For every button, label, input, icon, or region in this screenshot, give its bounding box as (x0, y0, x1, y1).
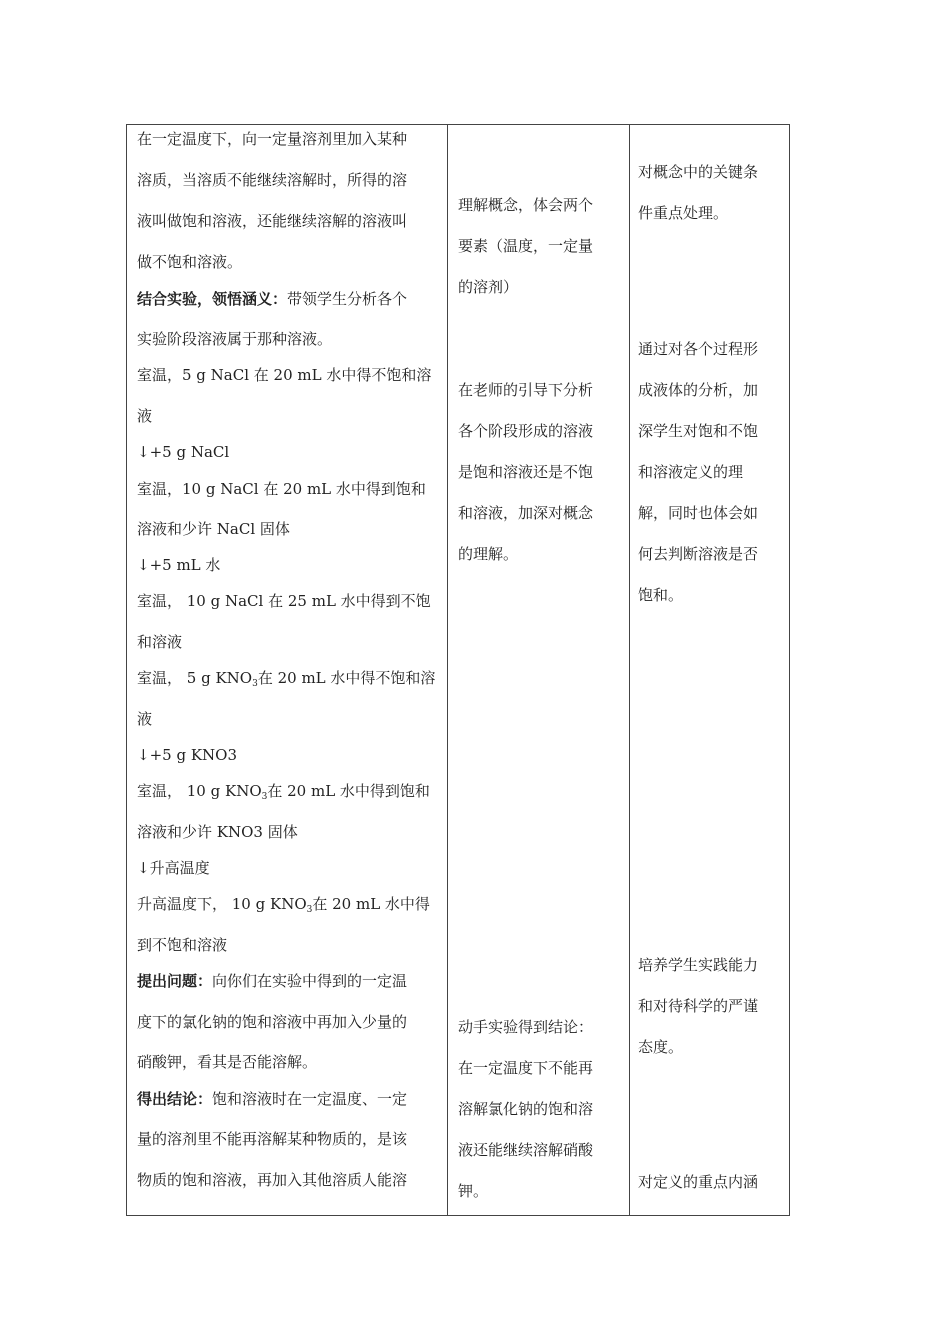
text-line: 室温，10 g NaCl 在 20 mL 水中得到饱和 (137, 480, 426, 498)
student-activity-column (448, 125, 629, 1215)
text-line: 态度。 (638, 1038, 684, 1056)
text-line: 量的溶剂里不能再溶解某种物质的，是该 (137, 1130, 408, 1148)
text-line: 度下的氯化钠的饱和溶液中再加入少量的 (137, 1013, 408, 1031)
text-line: 物质的饱和溶液，再加入其他溶质人能溶 (137, 1171, 408, 1189)
text-line: 和对待科学的严谨 (638, 997, 759, 1015)
design-intent-column (630, 125, 790, 1215)
text-line: 通过对各个过程形 (638, 340, 759, 358)
text-line: 要素（温度，一定量 (458, 237, 594, 255)
text-line: 室温， 10 g $KNO_3$在 20 mL 水中得到饱和 (137, 782, 430, 802)
text-line: 的溶剂） (458, 278, 519, 296)
text-line: 何去判断溶液是否 (638, 545, 759, 563)
text-line: 的理解。 (458, 545, 519, 563)
text-line: 液叫做饱和溶液，还能继续溶解的溶液叫 (137, 212, 408, 230)
text-line: 做不饱和溶液。 (137, 253, 243, 271)
text-line: 理解概念，体会两个 (458, 196, 594, 214)
text-line: 液还能继续溶解硝酸 (458, 1141, 594, 1159)
text-line: 室温，5 g NaCl 在 20 mL 水中得不饱和溶 (137, 366, 432, 384)
text-line: ↓+5 mL 水 (137, 556, 221, 574)
text-line: 成液体的分析，加 (638, 381, 759, 399)
text-line: 解，同时也体会如 (638, 504, 759, 522)
text-line: ↓+5 g KNO3 (137, 746, 237, 764)
text-line: 对定义的重点内涵 (638, 1173, 759, 1191)
text-line: 硝酸钾，看其是否能溶解。 (137, 1053, 318, 1071)
bold-heading: 提出问题： (137, 972, 213, 990)
text-line: ↓+5 g NaCl (137, 443, 230, 461)
text-line: 溶液和少许 NaCl 固体 (137, 520, 290, 538)
text-line: 件重点处理。 (638, 204, 729, 222)
text-line: 液 (137, 407, 153, 425)
bold-heading: 结合实验，领悟涵义： (137, 290, 288, 308)
text-line: 是饱和溶液还是不饱 (458, 463, 594, 481)
text-line: 各个阶段形成的溶液 (458, 422, 594, 440)
text-line: 在一定温度下不能再 (458, 1059, 594, 1077)
text-line: 和溶液 (137, 633, 183, 651)
text-line: 和溶液定义的理 (638, 463, 744, 481)
text-line: 室温， 10 g NaCl 在 25 mL 水中得到不饱 (137, 592, 431, 610)
text-line: 提出问题：向你们在实验中得到的一定温 (137, 972, 408, 990)
text-line: 溶液和少许 KNO3 固体 (137, 823, 298, 841)
text-line: 在一定温度下，向一定量溶剂里加入某种 (137, 130, 408, 148)
text-line: 溶解氯化钠的饱和溶 (458, 1100, 594, 1118)
text-line: 室温， 5 g $KNO_3$在 20 mL 水中得不饱和溶 (137, 669, 436, 689)
text-line: 实验阶段溶液属于那种溶液。 (137, 330, 333, 348)
text-line: ↓升高温度 (137, 859, 210, 877)
text-line: 升高温度下， 10 g $KNO_3$在 20 mL 水中得 (137, 895, 430, 915)
text-line: 和溶液，加深对概念 (458, 504, 594, 522)
text-line: 深学生对饱和不饱 (638, 422, 759, 440)
text-line: 在老师的引导下分析 (458, 381, 594, 399)
text-line: 结合实验，领悟涵义：带领学生分析各个 (137, 290, 408, 308)
text-line: 培养学生实践能力 (638, 956, 759, 974)
teacher-activity-column (127, 125, 447, 1215)
text-line: 得出结论：饱和溶液时在一定温度、一定 (137, 1090, 408, 1108)
text-line: 饱和。 (638, 586, 684, 604)
text-line: 溶质，当溶质不能继续溶解时，所得的溶 (137, 171, 408, 189)
lesson-plan-table (126, 124, 790, 1216)
text-line: 液 (137, 710, 153, 728)
text-line: 到不饱和溶液 (137, 936, 228, 954)
bold-heading: 得出结论： (137, 1090, 213, 1108)
text-line: 钾。 (458, 1182, 489, 1200)
text-line: 动手实验得到结论： (458, 1018, 594, 1036)
text-line: 对概念中的关键条 (638, 163, 759, 181)
